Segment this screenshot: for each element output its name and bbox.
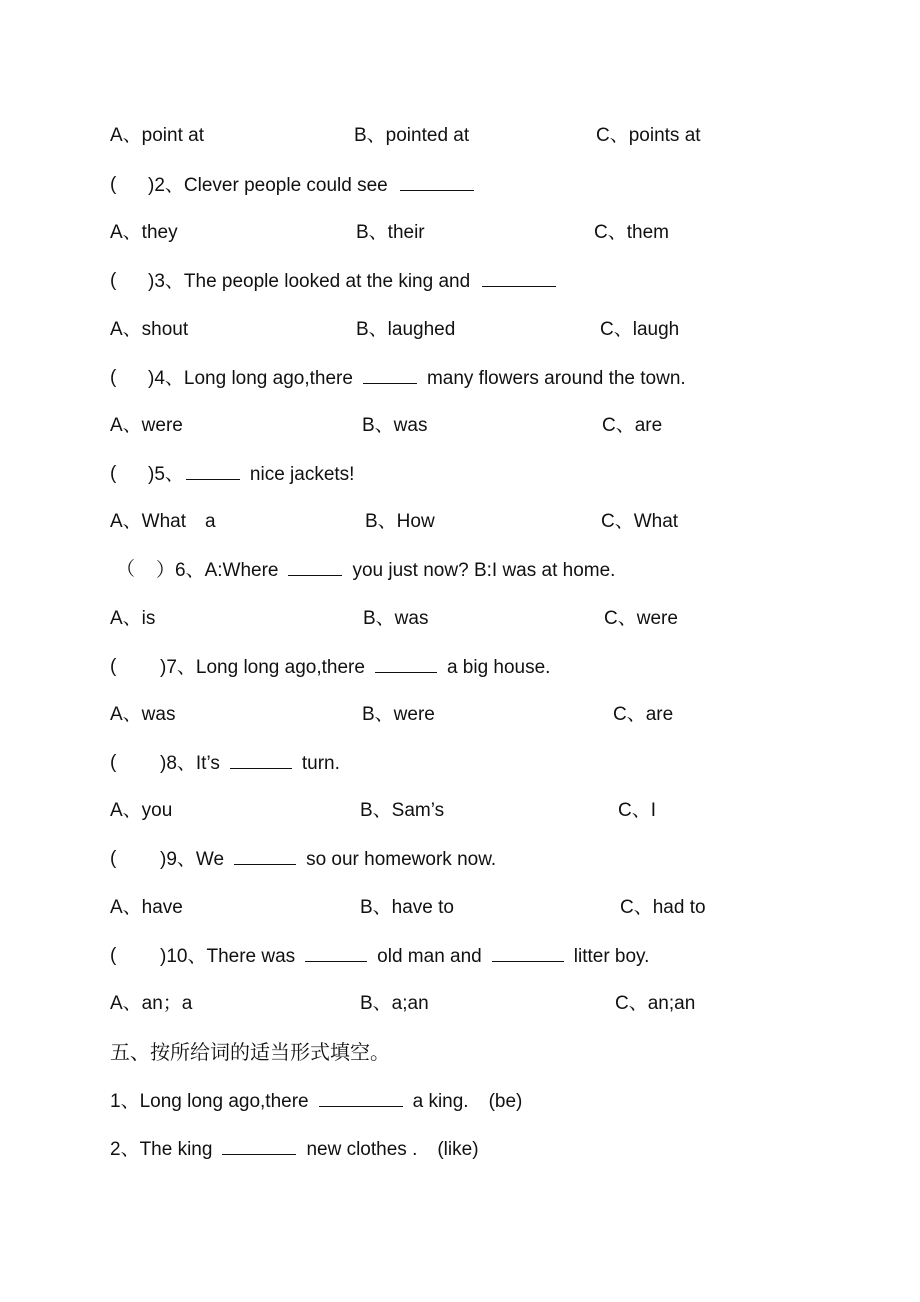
question-text [148,170,478,201]
answer-paren-open: ( [110,945,117,966]
question-stem-post: so our homework now. [306,849,497,870]
q10-options [0,989,920,1019]
question-text [148,459,354,490]
answer-blank[interactable] [186,459,240,480]
question-stem-post: new clothes . [306,1139,418,1160]
question-text [110,1134,479,1165]
answer-paren-open: ( [110,752,117,773]
option-c: C、are [602,415,663,436]
option-b: B、How [365,511,435,532]
answer-blank[interactable] [375,652,437,673]
answer-paren-open: ( [110,656,117,677]
q4-options [0,411,920,441]
option-c: C、an;an [615,993,696,1014]
question-8 [0,748,920,778]
option-a: A、What a [110,511,216,532]
question-text [148,266,560,297]
question-stem-pre: )7、Long long ago,there [160,657,365,678]
option-c: C、had to [620,897,706,918]
q5-options [0,507,920,537]
answer-paren-open: （ [116,559,136,580]
question-text [148,363,686,394]
question-stem-post: a big house. [446,657,551,678]
question-text [160,652,550,683]
option-b: B、laughed [356,319,456,340]
answer-blank[interactable] [319,1086,403,1107]
question-stem-pre: ）6、A:Where [156,560,279,581]
answer-blank[interactable] [234,844,296,865]
option-c: C、them [594,222,669,243]
word-hint: (like) [437,1139,479,1160]
question-9 [0,844,920,874]
question-stem-pre: )8、It’s [160,753,220,774]
answer-blank[interactable] [230,748,292,769]
option-c: C、are [613,704,674,725]
option-a: A、you [110,800,173,821]
option-c: C、points at [596,125,701,146]
question-text [160,844,496,875]
option-b: B、Sam’s [360,800,445,821]
question-5 [0,459,920,489]
fill-item-2 [0,1134,920,1164]
option-c: C、were [604,608,678,629]
question-stem-post: a king. [412,1091,469,1112]
q8-options [0,796,920,826]
option-c: C、What [601,511,679,532]
question-stem-post: litter boy. [573,946,650,967]
question-stem-pre: )9、We [160,849,225,870]
q6-options [0,604,920,634]
q9-options [0,893,920,923]
answer-blank[interactable] [288,555,342,576]
option-b: B、were [362,704,435,725]
question-2 [0,170,920,200]
option-b: B、pointed at [354,125,470,146]
answer-paren-open: ( [110,270,117,291]
question-6 [0,555,920,585]
question-stem-pre: 1、Long long ago,there [110,1091,309,1112]
question-stem-mid: old man and [377,946,482,967]
question-3 [0,266,920,296]
section-heading [0,1037,920,1067]
question-stem-pre: )5、 [148,464,184,485]
option-a: A、point at [110,125,204,146]
question-4 [0,363,920,393]
answer-blank-2[interactable] [492,941,564,962]
option-b: B、their [356,222,425,243]
option-c: C、laugh [600,319,680,340]
word-hint: (be) [488,1091,523,1112]
question-stem-post: turn. [301,753,340,774]
option-a: A、an；a [110,993,193,1014]
answer-blank[interactable] [363,363,417,384]
question-text [160,748,340,779]
question-text [110,1086,522,1117]
q1-options [0,121,920,151]
answer-paren-open: ( [110,367,117,388]
option-a: A、shout [110,319,189,340]
option-b: B、have to [360,897,454,918]
option-a: A、is [110,608,156,629]
question-stem-post: nice jackets! [249,464,355,485]
answer-paren-open: ( [110,463,117,484]
option-a: A、were [110,415,183,436]
answer-blank-1[interactable] [305,941,367,962]
option-c: C、I [618,800,657,821]
question-stem-pre: 2、The king [110,1139,213,1160]
q3-options [0,315,920,345]
option-b: B、was [362,415,428,436]
option-b: B、a;an [360,993,429,1014]
section-title: 五、按所给词的适当形式填空。 [110,1040,390,1064]
question-stem: )2、Clever people could see [148,175,388,196]
answer-blank[interactable] [482,266,556,287]
fill-item-1 [0,1086,920,1116]
question-text [160,941,649,972]
option-a: A、have [110,897,183,918]
question-stem-pre: )10、There was [160,946,296,967]
q2-options [0,218,920,248]
q7-options [0,700,920,730]
question-stem-post: many flowers around the town. [426,368,686,389]
answer-paren-open: ( [110,174,117,195]
question-10 [0,941,920,971]
question-7 [0,652,920,682]
answer-blank[interactable] [400,170,474,191]
option-b: B、was [363,608,429,629]
question-stem: )3、The people looked at the king and [148,271,471,292]
answer-paren-open: ( [110,848,117,869]
question-stem-post: you just now? B:I was at home. [352,560,616,581]
question-text [156,555,615,586]
answer-blank[interactable] [222,1134,296,1155]
question-stem-pre: )4、Long long ago,there [148,368,353,389]
option-a: A、was [110,704,176,725]
option-a: A、they [110,222,178,243]
